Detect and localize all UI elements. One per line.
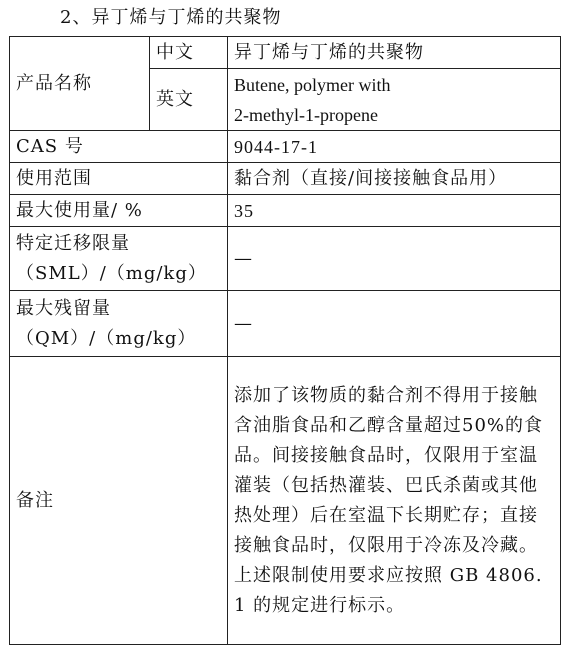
table-row xyxy=(10,227,561,291)
section-heading: 2、异丁烯与丁烯的共聚物 xyxy=(60,7,282,28)
english-name-label: 英文 xyxy=(150,69,228,131)
remarks-value: 添加了该物质的黏合剂不得用于接触含油脂食品和乙醇含量超过50%的食品。间接接触食品时，仅限用于室温灌装（包括热灌装、巴氏杀菌或其他热处理）后在室温下长期贮存；直接接触食品时，仅限用于冷冻及冷藏。上述限制使用要求应按照 GB 4806.1 的规定进行标示。 xyxy=(228,357,561,645)
sml-label xyxy=(10,227,228,291)
qm-label-line-1: 最大残留量 xyxy=(16,297,111,319)
table-row xyxy=(10,163,561,195)
cas-label: CAS 号 xyxy=(10,131,228,163)
table-row xyxy=(10,131,561,163)
chinese-name-label: 中文 xyxy=(150,37,228,69)
sml-label-line-2: （SML）/（mg/kg） xyxy=(16,262,207,284)
qm-value: — xyxy=(228,291,561,357)
max-usage-label: 最大使用量/ % xyxy=(10,195,228,227)
sml-label-line-1: 特定迁移限量 xyxy=(16,232,130,254)
table-row xyxy=(10,37,561,69)
english-name-line-2: 2-methyl-1-propene xyxy=(234,104,378,125)
english-name-value xyxy=(228,69,561,131)
cas-value: 9044-17-1 xyxy=(228,131,561,163)
table-row xyxy=(10,195,561,227)
qm-label-line-2: （QM）/（mg/kg） xyxy=(16,327,197,349)
remarks-label: 备注 xyxy=(10,357,228,645)
english-name-line-1: Butene, polymer with xyxy=(234,74,391,95)
usage-scope-label: 使用范围 xyxy=(10,163,228,195)
usage-scope-value: 黏合剂（直接/间接接触食品用） xyxy=(228,163,561,195)
chinese-name-value: 异丁烯与丁烯的共聚物 xyxy=(228,37,561,69)
product-name-label: 产品名称 xyxy=(10,37,150,131)
table-row xyxy=(10,291,561,357)
sml-value: — xyxy=(228,227,561,291)
qm-label xyxy=(10,291,228,357)
table-row xyxy=(10,357,561,645)
substance-spec-table xyxy=(9,36,561,645)
max-usage-value: 35 xyxy=(228,195,561,227)
